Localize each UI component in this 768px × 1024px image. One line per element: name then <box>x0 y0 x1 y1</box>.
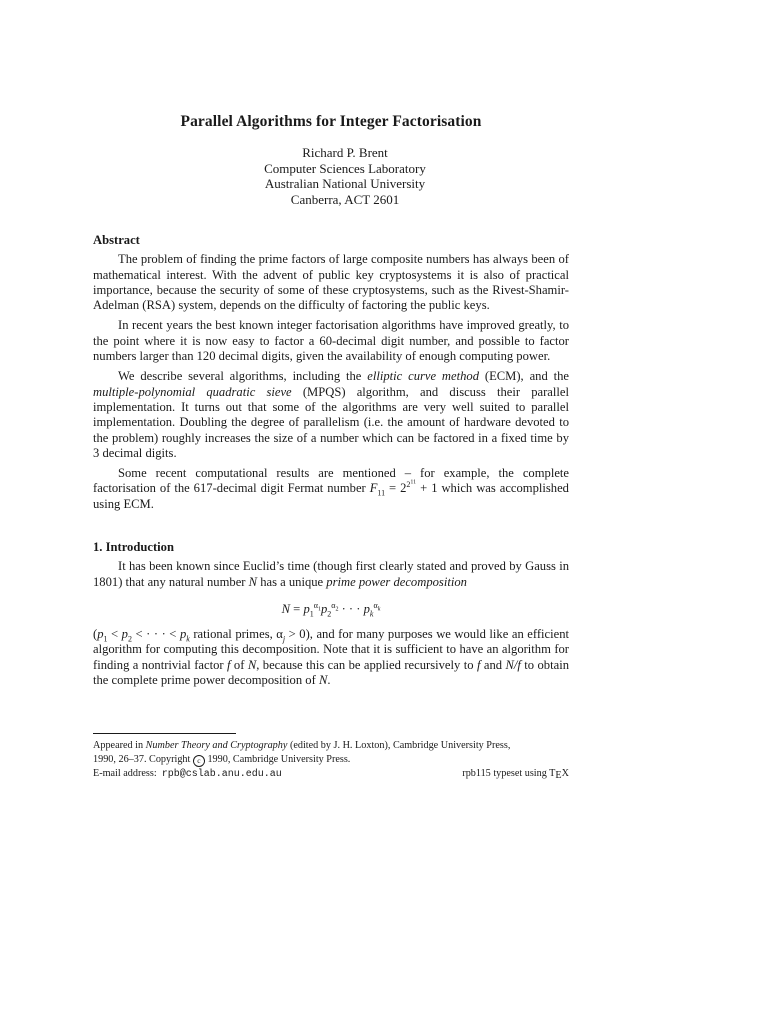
footnote <box>93 733 569 781</box>
copyright-icon: c <box>193 755 205 767</box>
paper-title: Parallel Algorithms for Integer Factorisation <box>180 113 482 130</box>
intro-paragraph-1: It has been known since Euclid’s time (though first clearly stated and proved by Gauss in 1801) that any natural number N has a unique prime power decomposition <box>93 559 569 589</box>
author-institution: Australian National University <box>264 176 426 191</box>
author-affiliation: Computer Sciences Laboratory <box>264 160 426 176</box>
footnote-line-2: 1990, 26–37. Copyright c 1990, Cambridge University Press. <box>93 753 351 765</box>
book-title: Number Theory and Cryptography <box>145 740 288 751</box>
email-address[interactable]: rpb@cslab.anu.edu.au <box>161 768 282 780</box>
footnote-rule <box>93 733 236 734</box>
intro-paragraph-2: ($p_1 < p_2$ < · · · < $p_k$ rational primes, $\alpha_j > 0$), and for many purposes we would like an efficient algorithm for computing this decomposition. Note that it is sufficient to have an algorithm for finding a nontrivial factor f of N, because this can be applied recursively to f and N/f to obtain the complete prime power decomposition of N. <box>93 626 569 687</box>
abstract-paragraph-3: We describe several algorithms, including the elliptic curve method (ECM), and the multiple-polynomial quadratic sieve (MPQS) algorithm, and discuss their parallel implementation. It turns out that some of the algorithms are very well suited to parallel implementation. Doubling the degree of parallelism (i.e. the amount of hardware devoted to the problem) roughly increases the size of a number which can be factored in a fixed time by 3 decimal digits. <box>93 369 570 460</box>
author-block <box>0 145 690 207</box>
abstract-paragraph-4: Some recent computational results are mentioned – for example, the complete factorisation of the 617-decimal digit Fermat number $F_{11} = 2^{2^{11}} + 1$ which was accomplished using ECM. <box>93 466 569 511</box>
factorisation-equation: $N = p_1^{\alpha_1}p_2^{\alpha_2}$ · · · $p_k^{\alpha_k}$ <box>281 600 381 619</box>
ecm-term: elliptic curve method <box>367 369 480 384</box>
abstract-paragraph-1: The problem of finding the prime factors of large composite numbers has always been of mathematical interest. With the advent of public key cryptosystems it is also of practical importance, because the security of some of these cryptosystems, such as the Rivest-Shamir-Adelman (RSA) system, depends on the difficulty of factoring the public keys. <box>93 252 569 313</box>
email-line: E-mail address: rpb@cslab.anu.edu.au <box>93 767 282 780</box>
introduction-heading: 1. Introduction <box>93 540 174 555</box>
fermat-formula: $F_{11} = 2^{2^{11}} + 1$ <box>369 479 438 498</box>
mpqs-term: multiple-polynomial quadratic sieve <box>93 384 292 399</box>
paper-body <box>93 233 569 688</box>
author-address: Canberra, ACT 2601 <box>290 191 400 207</box>
typeset-note: rpb115 typeset using TEX <box>462 767 569 781</box>
abstract-heading: Abstract <box>93 233 140 247</box>
footnote-line-3 <box>93 767 569 782</box>
prime-power-term: prime power decomposition <box>326 574 467 589</box>
author-name: Richard P. Brent <box>302 145 388 160</box>
abstract-paragraph-2: In recent years the best known integer factorisation algorithms have improved greatly, to the point where it is now easy to factor a 60-decimal digit number, and possible to factor numbers larger than 120 decimal digits, given the availability of enough computing power. <box>93 318 569 364</box>
footnote-line-1: Appeared in Number Theory and Cryptography (edited by J. H. Loxton), Cambridge University Press, <box>93 740 511 751</box>
